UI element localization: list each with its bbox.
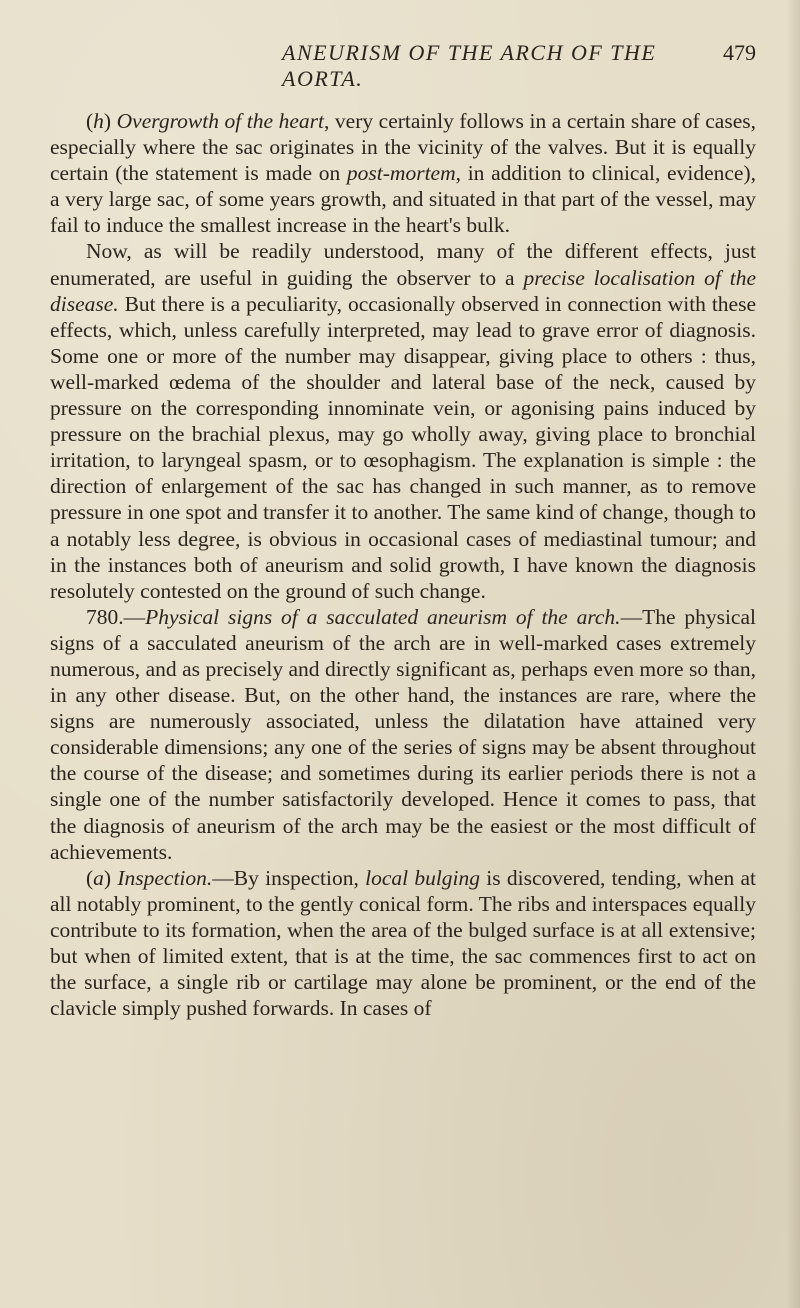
page-number: 479: [723, 40, 756, 65]
heading-dash: —: [620, 604, 643, 629]
item-label-close: ): [103, 865, 118, 890]
section-number: 780.—: [86, 604, 146, 629]
section-heading: Inspection.: [117, 865, 213, 890]
item-label-open: (: [86, 865, 94, 890]
emphasis-text: precise localisation of the disease.: [50, 265, 756, 316]
item-label-close: ): [103, 109, 117, 133]
heading-dash: —: [212, 865, 234, 890]
body-text: [50, 108, 756, 1021]
item-letter: h: [93, 109, 104, 133]
paragraph-text: Now, as will be readily understood, many of the different effects, just enumerated, are useful in guiding the observer to a: [50, 239, 756, 290]
paragraph-text: , in addition to clinical, evidence), a very large sac, of some years growth, and situated in that part of the vessel, may fail to induce the smallest increase in the heart's bulk.: [50, 161, 756, 238]
running-title: ANEURISM OF THE ARCH OF THE AORTA.: [282, 40, 657, 91]
paragraph-text: The physical signs of a sacculated aneurism of the arch are in well-marked cases extremely numerous, and as precisely and directly significant as, perhaps even more so than, in any other disease. But, on the other hand, the instances are rare, where the signs are numerously associated, unless the dilatation have attained very considerable dimensions; any one of the series of signs may be absent throughout the course of the disease; and sometimes during its earlier periods there is not a single one of the number satisfactorily developed. Hence it comes to pass, that the diagnosis of aneurism of the arch may be the easiest or the most difficult of achievements.: [50, 604, 756, 864]
section-heading: Overgrowth of the heart: [116, 109, 324, 133]
section-heading: Physical signs of a sacculated aneurism of the arch.: [145, 604, 621, 629]
emphasis-text: local bulging: [365, 865, 481, 890]
paragraph-text: , very certainly follows in a certain share of cases, especially where the sac originates in the vicinity of the valves. But it is equally certain (the statement is made on: [50, 109, 756, 186]
running-head: [50, 40, 756, 92]
paragraph-overgrowth-of-heart: [50, 108, 756, 238]
paragraph-localisation: [50, 238, 756, 603]
item-letter: a: [93, 865, 104, 890]
paragraph-inspection: [50, 865, 756, 1022]
paragraph-text: By inspection,: [233, 865, 366, 890]
emphasis-text: post-mortem: [346, 161, 456, 186]
paragraph-text: But there is a peculiarity, occasionally observed in connection with these effects, which, unless carefully interpreted, may lead to grave error of diagnosis. Some one or more of the number may disappear, giving place to others : thus, well-marked œdema of the shoulder and lateral base of the neck, caused by pressure on the corresponding innominate vein, or agonising pains induced by pressure on the brachial plexus, may go wholly away, giving place to bronchial irritation, to laryngeal spasm, or to œsophagism. The explanation is simple : the direction of enlargement of the sac has changed in such manner, as to remove pressure in one spot and transfer it to another. The same kind of change, though to a notably less degree, is obvious in occasional cases of mediastinal tumour; and in the instances both of aneurism and solid growth, I have known the diagnosis resolutely contested on the ground of such change.: [50, 291, 756, 603]
paragraph-text: is discovered, tending, when at all notably prominent, to the gently conical form. The ribs and interspaces equally contribute to its formation, when the area of the bulged surface is at all extensive; but when of limited extent, that is at the time, the sac commences first to act on the surface, a single rib or cartilage may alone be prominent, or the end of the clavicle simply pushed forwards. In cases of: [50, 865, 757, 1021]
item-label-open: (: [86, 109, 94, 133]
paragraph-section-780: [50, 604, 756, 865]
